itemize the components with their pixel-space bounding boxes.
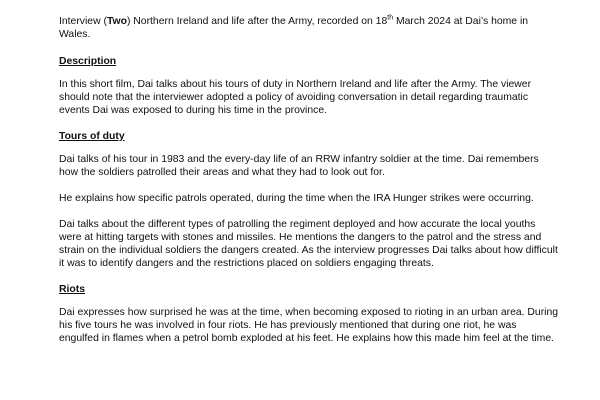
- intro-interview-number: Two: [106, 16, 127, 27]
- section-description: [59, 55, 559, 117]
- interview-intro: [59, 15, 559, 41]
- section-tours-of-duty: [59, 130, 559, 270]
- section-riots: [59, 283, 559, 345]
- section-heading-riots: Riots: [59, 284, 85, 295]
- section-heading-description: Description: [59, 56, 117, 67]
- riots-paragraph: Dai expresses how surprised he was at the time, when becoming exposed to rioting in an urban area. During his five tours he was involved in four riots. He has previously mentioned that during one riot, he was engulfed in flames when a petrol bomb exploded at his feet. He explains how this made him feel at the time.: [59, 307, 559, 344]
- document-page: [59, 15, 559, 358]
- intro-part-3: March 2024 at Dai’s home in Wales.: [59, 16, 529, 40]
- intro-part-1: Interview (: [59, 16, 107, 27]
- description-paragraph: In this short film, Dai talks about his tours of duty in Northern Ireland and life after the Army. The viewer should note that the interviewer adopted a policy of avoiding conversation in detail regarding traumatic events Dai was exposed to during his time in the province.: [59, 79, 532, 116]
- tours-paragraph-1: Dai talks of his tour in 1983 and the every-day life of an RRW infantry soldier at the time. Dai remembers how the soldiers patrolled their areas and what they had to look out for.: [59, 154, 539, 178]
- tours-paragraph-2: He explains how specific patrols operated, during the time when the IRA Hunger strikes were occurring.: [59, 193, 534, 204]
- intro-part-2: ) Northern Ireland and life after the Army, recorded on 18: [126, 16, 388, 27]
- tours-paragraph-3: Dai talks about the different types of patrolling the regiment deployed and how accurate the local youths were at hitting targets with stones and missiles. He mentions the dangers to the patrol and the stress and strain on the individual soldiers the dangers created. As the interview progresses Dai talks about how difficult it was to identify dangers and the restrictions placed on soldiers engaging threats.: [59, 219, 558, 269]
- section-heading-tours-of-duty: Tours of duty: [59, 131, 125, 142]
- intro-date-suffix: th: [387, 14, 394, 22]
